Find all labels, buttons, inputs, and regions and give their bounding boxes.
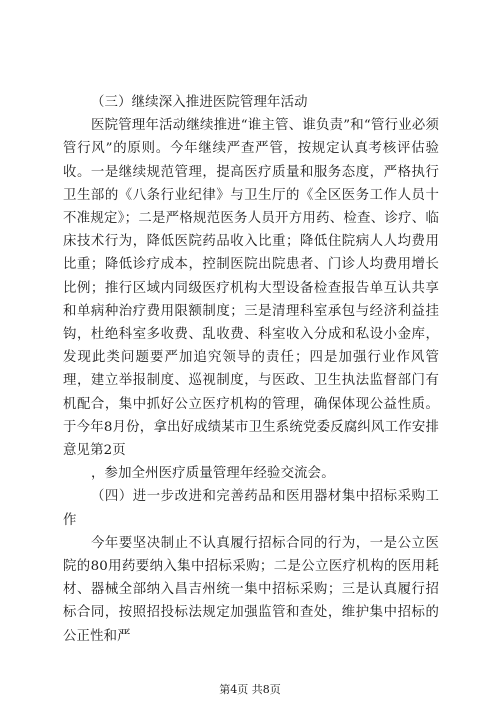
section-3-heading: （三）继续深入推进医院管理年活动 [91, 95, 308, 110]
section-3-paragraph-tail: ，参加全州医疗质量管理年经验交流会。 [91, 466, 335, 482]
section-4-paragraph: 今年要坚决制止不认真履行招标合同的行为，一是公立医院的80用药要纳入集中招标采购；二是公立医疗机构的医用耗材、器械全部纳入昌吉州统一集中招标采购；三是认真履行招标合同，按照招投标法规定加强监管和查处，维护集中招标的公正性和严 [63, 535, 439, 644]
page-footer: 第4页 共8页 [219, 683, 281, 696]
section-4-heading: （四）进一步改进和完善药品和医用器材集中招标采购工作 [63, 489, 439, 528]
section-3-paragraph: 医院管理年活动继续推进“谁主管、谁负责”和“管行业必须管行风”的原则。今年继续严查严管，按规定认真考核评估验收。一是继续规范管理，提高医疗质量和服务态度，严格执行卫生部的《八条行业纪律》与卫生厅的《全区医务工作人员十不准规定》；二是严格规范医务人员开方用药、检查、诊疗、临床技术行为，降低医院药品收入比重；降低住院病人人均费用比重；降低诊疗成本，控制医院出院患者、门诊人均费用增长比例；推行区域内同级医疗机构大型设备检查报告单互认共享和单病种治疗费用限额制度；三是清理科室承包与经济利益挂钩，杜绝科室多收费、乱收费、科室收入分成和私设小金库，发现此类问题要严加追究领导的责任；四是加强行业作风管理，建立举报制度、巡视制度，与医政、卫生执法监督部门有机配合，集中抓好公立医疗机构的管理，确保体现公益性质。于今年8月份，拿出好成绩某市卫生系统党委反腐纠风工作安排意见第2页 [63, 118, 439, 459]
document-body [63, 91, 439, 648]
